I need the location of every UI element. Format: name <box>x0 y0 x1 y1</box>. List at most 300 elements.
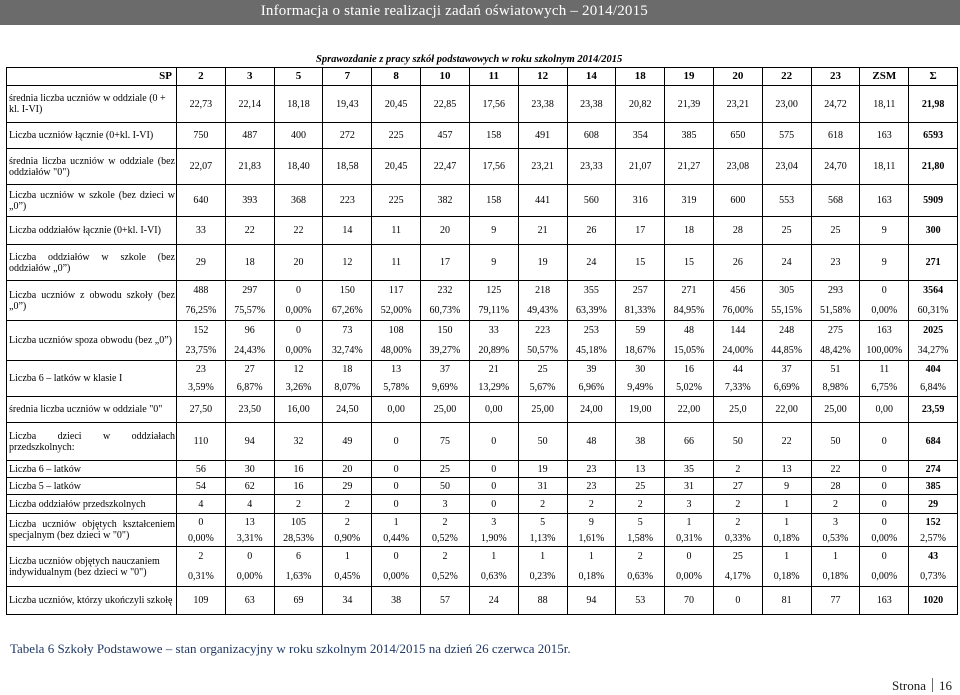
percent-cell: 0,18% <box>762 532 811 547</box>
table-cell: 3 <box>665 495 714 514</box>
table-cell: 560 <box>567 185 616 217</box>
table-cell: 96 <box>225 321 274 341</box>
percent-cell: 3,31% <box>225 532 274 547</box>
table-cell: 1 <box>762 514 811 532</box>
table-cell: 11 <box>860 361 909 379</box>
table-cell: 24,70 <box>811 149 860 185</box>
table-cell: 441 <box>518 185 567 217</box>
table-cell: 19,43 <box>323 86 372 123</box>
column-header: 11 <box>469 68 518 86</box>
column-header: 14 <box>567 68 616 86</box>
table-cell: 608 <box>567 123 616 149</box>
table-cell: 16,00 <box>274 397 323 423</box>
table-row <box>7 321 958 341</box>
table-cell: 1 <box>518 547 567 567</box>
table-cell: 69 <box>274 587 323 615</box>
table-cell: 456 <box>713 281 762 301</box>
table-cell: 368 <box>274 185 323 217</box>
table-cell: 21,27 <box>665 149 714 185</box>
percent-cell: 0,00% <box>274 341 323 361</box>
table-cell: 600 <box>713 185 762 217</box>
table-cell: 305 <box>762 281 811 301</box>
percent-cell: 39,27% <box>421 341 470 361</box>
table-cell: 2 <box>713 514 762 532</box>
table-cell: 18,11 <box>860 149 909 185</box>
table-cell: 25 <box>421 461 470 478</box>
table-cell: 24,50 <box>323 397 372 423</box>
percent-cell: 50,57% <box>518 341 567 361</box>
table-cell: 23,59 <box>909 397 958 423</box>
table-cell: 17 <box>616 217 665 245</box>
table-cell: 21,07 <box>616 149 665 185</box>
table-cell: 0 <box>469 495 518 514</box>
table-cell: 32 <box>274 423 323 461</box>
table-cell: 21,39 <box>665 86 714 123</box>
table-cell: 223 <box>518 321 567 341</box>
percent-cell: 75,57% <box>225 301 274 321</box>
percent-cell: 3,59% <box>177 379 226 397</box>
table-cell: 35 <box>665 461 714 478</box>
percent-cell: 15,05% <box>665 341 714 361</box>
table-cell: 5909 <box>909 185 958 217</box>
table-cell: 53 <box>616 587 665 615</box>
table-cell: 0,00 <box>372 397 421 423</box>
percent-cell: 6,75% <box>860 379 909 397</box>
table-cell: 57 <box>421 587 470 615</box>
table-cell: 152 <box>177 321 226 341</box>
table-cell: 22,14 <box>225 86 274 123</box>
row-label: Liczba 5 – latków <box>7 478 177 495</box>
table-cell: 0 <box>860 461 909 478</box>
table-cell: 17 <box>421 245 470 281</box>
table-cell: 50 <box>421 478 470 495</box>
table-cell: 0 <box>860 547 909 567</box>
table-cell: 9 <box>469 245 518 281</box>
table-cell: 23,38 <box>518 86 567 123</box>
percent-cell: 0,53% <box>811 532 860 547</box>
table-cell: 13 <box>762 461 811 478</box>
table-cell: 385 <box>665 123 714 149</box>
table-row <box>7 478 958 495</box>
percent-cell: 1,90% <box>469 532 518 547</box>
header-row <box>7 68 958 86</box>
table-cell: 293 <box>811 281 860 301</box>
table-row <box>7 397 958 423</box>
table-row <box>7 547 958 567</box>
table-cell: 21,98 <box>909 86 958 123</box>
table-cell: 9 <box>469 217 518 245</box>
row-label: średnia liczba uczniów w oddziale (0 + kl. I-VI) <box>7 86 177 123</box>
table-cell: 15 <box>665 245 714 281</box>
table-cell: 24,00 <box>567 397 616 423</box>
table-cell: 23,50 <box>225 397 274 423</box>
table-cell: 3 <box>469 514 518 532</box>
table-cell: 1020 <box>909 587 958 615</box>
row-label: Liczba uczniów, którzy ukończyli szkołę <box>7 587 177 615</box>
row-label: Liczba uczniów w szkole (bez dzieci w „0”) <box>7 185 177 217</box>
row-label: Liczba oddziałów przedszkolnych <box>7 495 177 514</box>
percent-cell: 0,63% <box>469 567 518 587</box>
table-cell: 50 <box>811 423 860 461</box>
column-header: 23 <box>811 68 860 86</box>
table-cell: 0 <box>372 495 421 514</box>
table-cell: 25,0 <box>713 397 762 423</box>
column-header: 22 <box>762 68 811 86</box>
row-label: Liczba oddziałów w szkole (bez oddziałów „0”) <box>7 245 177 281</box>
report-title: Sprawozdanie z pracy szkół podstawowych w roku szkolnym 2014/2015 <box>316 54 623 65</box>
percent-cell: 100,00% <box>860 341 909 361</box>
percent-cell: 6,84% <box>909 379 958 397</box>
table-cell: 23 <box>567 478 616 495</box>
table-cell: 26 <box>713 245 762 281</box>
percent-cell: 3,26% <box>274 379 323 397</box>
table-cell: 31 <box>665 478 714 495</box>
row-label: Liczba uczniów objętych nauczaniem indywidualnym (bez dzieci w "0") <box>7 547 177 587</box>
table-cell: 2 <box>421 514 470 532</box>
table-cell: 20 <box>274 245 323 281</box>
table-cell: 163 <box>860 123 909 149</box>
percent-cell: 6,96% <box>567 379 616 397</box>
table-row <box>7 281 958 301</box>
table-cell: 457 <box>421 123 470 149</box>
column-header: ZSM <box>860 68 909 86</box>
percent-cell: 0,00% <box>860 567 909 587</box>
table-cell: 0,00 <box>860 397 909 423</box>
table-cell: 0 <box>469 478 518 495</box>
table-cell: 51 <box>811 361 860 379</box>
table-cell: 38 <box>616 423 665 461</box>
table-row <box>7 123 958 149</box>
table-cell: 20 <box>421 217 470 245</box>
row-label: Liczba uczniów łącznie (0+kl. I-VI) <box>7 123 177 149</box>
table-cell: 2 <box>274 495 323 514</box>
table-cell: 33 <box>469 321 518 341</box>
percent-cell: 34,27% <box>909 341 958 361</box>
percent-cell: 0,45% <box>323 567 372 587</box>
table-cell: 2 <box>616 495 665 514</box>
percent-cell: 52,00% <box>372 301 421 321</box>
percent-cell: 8,98% <box>811 379 860 397</box>
table-cell: 23,00 <box>762 86 811 123</box>
table-cell: 77 <box>811 587 860 615</box>
table-cell: 393 <box>225 185 274 217</box>
table-cell: 25 <box>713 547 762 567</box>
table-cell: 29 <box>323 478 372 495</box>
table-cell: 1 <box>811 547 860 567</box>
table-cell: 48 <box>567 423 616 461</box>
table-cell: 31 <box>518 478 567 495</box>
table-cell: 81 <box>762 587 811 615</box>
table-cell: 355 <box>567 281 616 301</box>
percent-cell: 18,67% <box>616 341 665 361</box>
table-cell: 382 <box>421 185 470 217</box>
table-cell: 1 <box>372 514 421 532</box>
table-cell: 618 <box>811 123 860 149</box>
table-cell: 22 <box>811 461 860 478</box>
table-cell: 37 <box>762 361 811 379</box>
table-cell: 17,56 <box>469 149 518 185</box>
table-cell: 6 <box>274 547 323 567</box>
table-cell: 9 <box>860 245 909 281</box>
percent-cell: 81,33% <box>616 301 665 321</box>
percent-cell: 76,00% <box>713 301 762 321</box>
table-cell: 13 <box>225 514 274 532</box>
column-header: 2 <box>177 68 226 86</box>
table-cell: 319 <box>665 185 714 217</box>
table-cell: 29 <box>909 495 958 514</box>
table-cell: 0 <box>860 495 909 514</box>
percent-cell: 5,02% <box>665 379 714 397</box>
percent-cell: 0,90% <box>323 532 372 547</box>
footer-separator <box>932 678 933 692</box>
percent-cell: 0,73% <box>909 567 958 587</box>
table-cell: 316 <box>616 185 665 217</box>
column-header: 5 <box>274 68 323 86</box>
table-row <box>7 185 958 217</box>
percent-cell: 49,43% <box>518 301 567 321</box>
percent-cell: 0,18% <box>567 567 616 587</box>
table-cell: 27 <box>225 361 274 379</box>
table-cell: 63 <box>225 587 274 615</box>
table-cell: 22,47 <box>421 149 470 185</box>
table-row <box>7 217 958 245</box>
percent-cell: 0,63% <box>616 567 665 587</box>
table-cell: 22,00 <box>762 397 811 423</box>
table-cell: 24 <box>469 587 518 615</box>
table-cell: 30 <box>225 461 274 478</box>
table-cell: 2 <box>518 495 567 514</box>
table-cell: 218 <box>518 281 567 301</box>
table-cell: 9 <box>860 217 909 245</box>
table-cell: 0 <box>713 587 762 615</box>
column-header: 8 <box>372 68 421 86</box>
table-cell: 271 <box>665 281 714 301</box>
table-cell: 640 <box>177 185 226 217</box>
table-cell: 750 <box>177 123 226 149</box>
table-cell: 22,85 <box>421 86 470 123</box>
table-cell: 23,38 <box>567 86 616 123</box>
column-header: 20 <box>713 68 762 86</box>
column-header: 10 <box>421 68 470 86</box>
percent-cell: 8,07% <box>323 379 372 397</box>
table-cell: 9 <box>762 478 811 495</box>
column-header: Σ <box>909 68 958 86</box>
table-cell: 354 <box>616 123 665 149</box>
percent-cell: 0,00% <box>860 301 909 321</box>
table-cell: 5 <box>518 514 567 532</box>
table-cell: 12 <box>274 361 323 379</box>
table-cell: 108 <box>372 321 421 341</box>
percent-cell: 51,58% <box>811 301 860 321</box>
percent-cell: 1,58% <box>616 532 665 547</box>
table-cell: 27,50 <box>177 397 226 423</box>
table-cell: 18,11 <box>860 86 909 123</box>
percent-cell: 32,74% <box>323 341 372 361</box>
percent-cell: 0,00% <box>372 567 421 587</box>
table-cell: 22,07 <box>177 149 226 185</box>
table-cell: 163 <box>860 185 909 217</box>
table-cell: 553 <box>762 185 811 217</box>
table-cell: 253 <box>567 321 616 341</box>
table-cell: 22 <box>225 217 274 245</box>
table-cell: 73 <box>323 321 372 341</box>
table-cell: 48 <box>665 321 714 341</box>
table-cell: 568 <box>811 185 860 217</box>
table-cell: 223 <box>323 185 372 217</box>
table-cell: 684 <box>909 423 958 461</box>
percent-cell: 67,26% <box>323 301 372 321</box>
table-cell: 0 <box>372 423 421 461</box>
table-row <box>7 461 958 478</box>
table-cell: 62 <box>225 478 274 495</box>
column-header: 3 <box>225 68 274 86</box>
column-header: 19 <box>665 68 714 86</box>
percent-cell: 23,75% <box>177 341 226 361</box>
table-cell: 94 <box>225 423 274 461</box>
table-cell: 9 <box>567 514 616 532</box>
table-cell: 0 <box>469 461 518 478</box>
percent-cell: 1,61% <box>567 532 616 547</box>
table-cell: 0 <box>372 478 421 495</box>
table-row <box>7 587 958 615</box>
table-cell: 25 <box>518 361 567 379</box>
row-label: Liczba uczniów objętych kształceniem specjalnym (bez dzieci w "0") <box>7 514 177 547</box>
percent-cell: 76,25% <box>177 301 226 321</box>
row-label: Liczba oddziałów łącznie (0+kl. I-VI) <box>7 217 177 245</box>
percent-cell: 0,31% <box>665 532 714 547</box>
table-cell: 110 <box>177 423 226 461</box>
percent-cell: 2,57% <box>909 532 958 547</box>
document-header-band <box>0 0 960 25</box>
table-cell: 385 <box>909 478 958 495</box>
table-row <box>7 245 958 281</box>
percent-cell: 0,52% <box>421 567 470 587</box>
table-cell: 2 <box>323 495 372 514</box>
table-cell: 272 <box>323 123 372 149</box>
table-cell: 0 <box>860 478 909 495</box>
table-cell: 575 <box>762 123 811 149</box>
table-cell: 2 <box>713 495 762 514</box>
table-cell: 300 <box>909 217 958 245</box>
table-cell: 125 <box>469 281 518 301</box>
table-cell: 650 <box>713 123 762 149</box>
table-cell: 26 <box>567 217 616 245</box>
table-cell: 30 <box>616 361 665 379</box>
table-cell: 22 <box>274 217 323 245</box>
table-cell: 23,21 <box>713 86 762 123</box>
table-cell: 28 <box>713 217 762 245</box>
table-cell: 19 <box>518 245 567 281</box>
table-cell: 21 <box>469 361 518 379</box>
table-cell: 105 <box>274 514 323 532</box>
table-cell: 274 <box>909 461 958 478</box>
table-cell: 25 <box>811 217 860 245</box>
table-cell: 33 <box>177 217 226 245</box>
table-cell: 158 <box>469 123 518 149</box>
table-cell: 25,00 <box>421 397 470 423</box>
table-cell: 25 <box>616 478 665 495</box>
table-cell: 18,18 <box>274 86 323 123</box>
table-cell: 13 <box>372 361 421 379</box>
percent-cell: 45,18% <box>567 341 616 361</box>
table-cell: 38 <box>372 587 421 615</box>
table-row <box>7 86 958 123</box>
table-row <box>7 361 958 379</box>
table-cell: 0 <box>177 514 226 532</box>
percent-cell: 0,33% <box>713 532 762 547</box>
table-cell: 1 <box>762 547 811 567</box>
table-cell: 43 <box>909 547 958 567</box>
table-cell: 150 <box>323 281 372 301</box>
percent-cell: 6,87% <box>225 379 274 397</box>
table-cell: 2 <box>177 547 226 567</box>
percent-cell: 48,42% <box>811 341 860 361</box>
table-cell: 163 <box>860 321 909 341</box>
table-cell: 150 <box>421 321 470 341</box>
table-cell: 19,00 <box>616 397 665 423</box>
row-label: średnia liczba uczniów w oddziale "0" <box>7 397 177 423</box>
table-row <box>7 149 958 185</box>
table-cell: 13 <box>616 461 665 478</box>
table-cell: 1 <box>665 514 714 532</box>
table-cell: 488 <box>177 281 226 301</box>
percent-cell: 60,31% <box>909 301 958 321</box>
percent-cell: 5,78% <box>372 379 421 397</box>
table-cell: 28 <box>811 478 860 495</box>
table-cell: 2 <box>713 461 762 478</box>
table-cell: 49 <box>323 423 372 461</box>
percent-cell: 24,43% <box>225 341 274 361</box>
table-cell: 24 <box>762 245 811 281</box>
percent-cell: 20,89% <box>469 341 518 361</box>
percent-cell: 28,53% <box>274 532 323 547</box>
column-header: 12 <box>518 68 567 86</box>
table-cell: 2025 <box>909 321 958 341</box>
table-cell: 21 <box>518 217 567 245</box>
row-label: Liczba dzieci w oddziałach przedszkolnych: <box>7 423 177 461</box>
table-cell: 14 <box>323 217 372 245</box>
table-cell: 22,73 <box>177 86 226 123</box>
table-cell: 2 <box>616 547 665 567</box>
percent-cell: 0,00% <box>860 532 909 547</box>
table-cell: 275 <box>811 321 860 341</box>
table-cell: 19 <box>518 461 567 478</box>
table-cell: 144 <box>713 321 762 341</box>
table-cell: 1 <box>469 547 518 567</box>
table-cell: 23,33 <box>567 149 616 185</box>
table-cell: 39 <box>567 361 616 379</box>
table-cell: 16 <box>665 361 714 379</box>
table-cell: 297 <box>225 281 274 301</box>
percent-cell: 0,18% <box>762 567 811 587</box>
table-cell: 5 <box>616 514 665 532</box>
table-cell: 18,58 <box>323 149 372 185</box>
percent-cell: 0,00% <box>665 567 714 587</box>
table-cell: 23 <box>567 461 616 478</box>
percent-cell: 0,00% <box>225 567 274 587</box>
table-cell: 0 <box>372 547 421 567</box>
table-cell: 257 <box>616 281 665 301</box>
school-stats-table <box>6 67 958 615</box>
column-header: SP <box>7 68 177 86</box>
percent-cell: 9,49% <box>616 379 665 397</box>
table-cell: 20,45 <box>372 149 421 185</box>
table-cell: 0 <box>469 423 518 461</box>
table-cell: 3 <box>811 514 860 532</box>
table-cell: 88 <box>518 587 567 615</box>
table-cell: 15 <box>616 245 665 281</box>
table-cell: 1 <box>762 495 811 514</box>
